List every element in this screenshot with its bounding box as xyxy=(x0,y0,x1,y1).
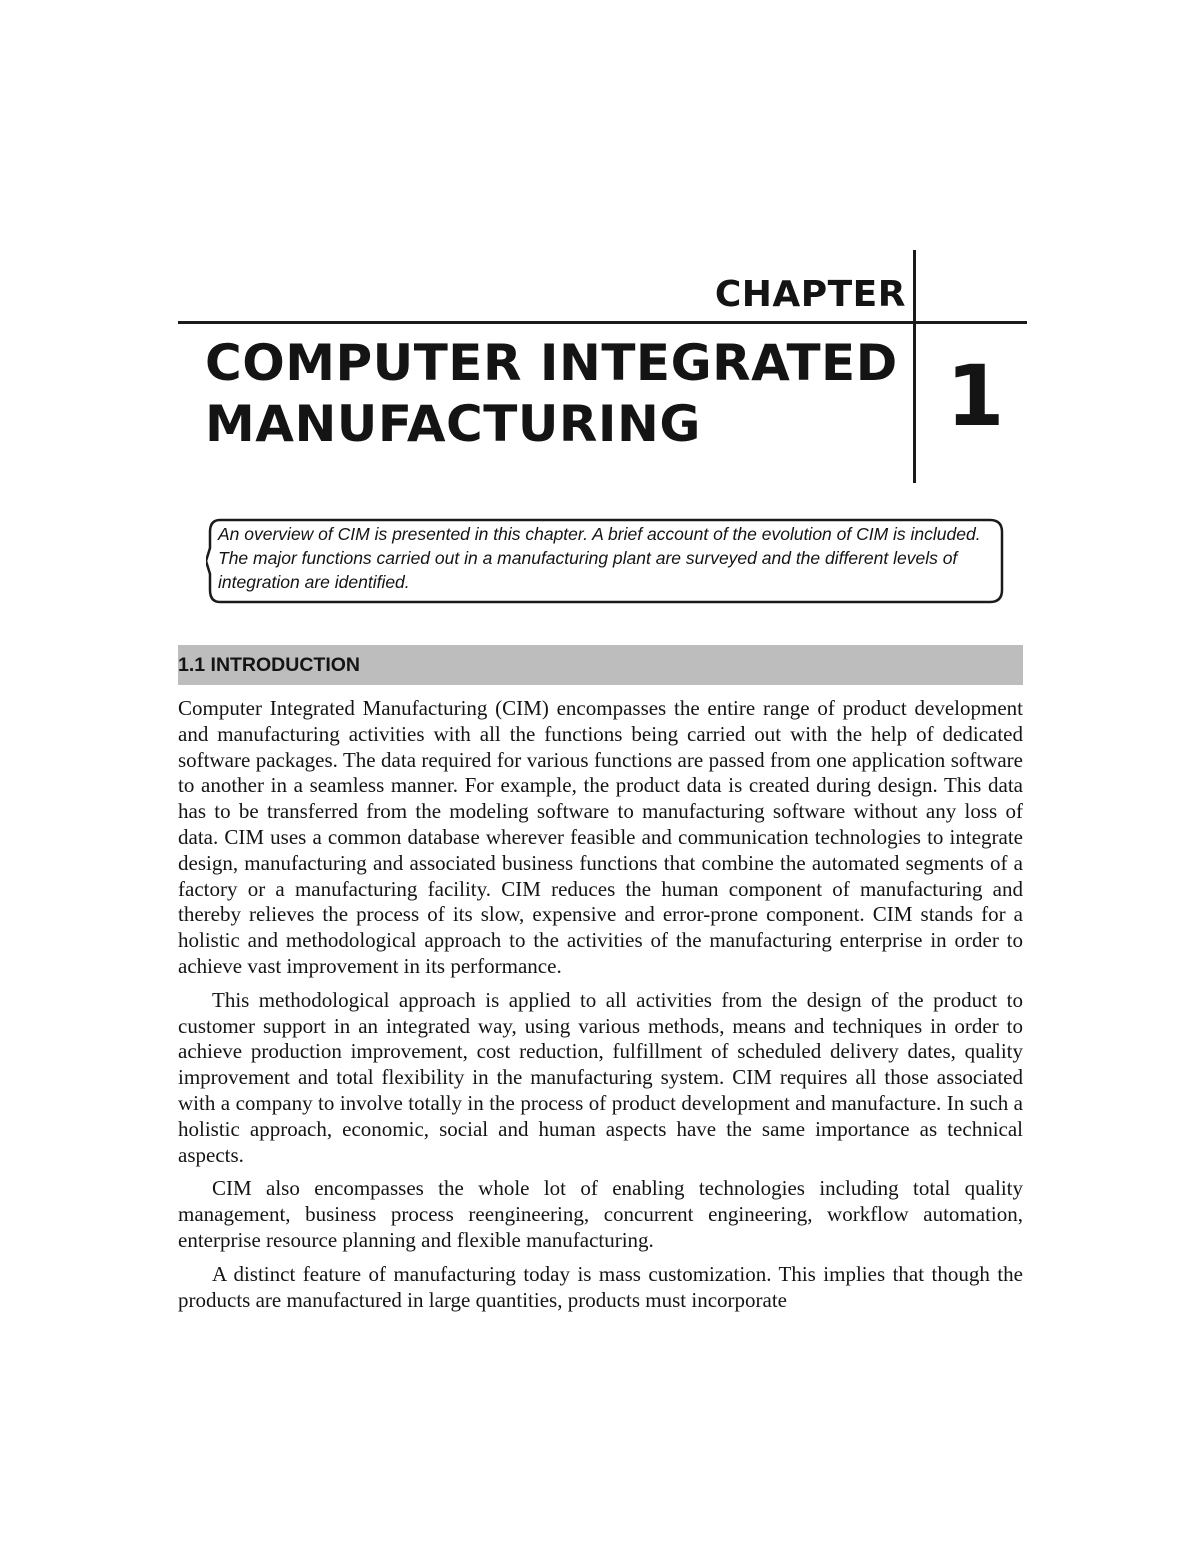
chapter-title-line-2: MANUFACTURING xyxy=(205,395,701,453)
abstract-text: An overview of CIM is presented in this chapter. A brief account of the evolution of CIM is included. The major functions carried out in a manufacturing plant are surveyed and the different levels of integration are identified. xyxy=(218,524,981,592)
paragraph-4: A distinct feature of manufacturing today is mass customization. This implies that though the products are manufactured in large quantities, products must incorporate xyxy=(178,1261,1023,1312)
chapter-horizontal-rule xyxy=(178,321,1027,324)
chapter-title xyxy=(205,333,905,455)
chapter-number: 1 xyxy=(946,347,1005,445)
paragraph-1: Computer Integrated Manufacturing (CIM) encompasses the entire range of product development and manufacturing activities with all the functions being carried out with the help of dedicated software packages. The data required for various functions are passed from one application software to another in a seamless manner. For example, the product data is created during design. This data has to be transferred from the modeling software to manufacturing software without any loss of data. CIM uses a common database wherever feasible and communication technologies to integrate design, manufacturing and associated business functions that combine the automated segments of a factory or a manufacturing facility. CIM reduces the human component of manufacturing and thereby relieves the process of its slow, expensive and error-prone component. CIM stands for a holistic and methodological approach to the activities of the manufacturing enterprise in order to achieve vast improvement in its performance. xyxy=(178,696,1023,978)
paragraph-3: CIM also encompasses the whole lot of enabling technologies including total quality management, business process reengineering, concurrent engineering, workflow automation, enterprise resource planning and flexible manufacturing. xyxy=(178,1176,1023,1252)
chapter-abstract-box xyxy=(206,518,1006,604)
section-heading: 1.1 INTRODUCTION xyxy=(178,654,361,676)
section-heading-bar xyxy=(178,645,1023,685)
chapter-label: CHAPTER xyxy=(714,274,906,315)
chapter-title-line-1: COMPUTER INTEGRATED xyxy=(205,334,898,392)
chapter-vertical-rule xyxy=(913,250,916,483)
body-text xyxy=(178,696,1023,1321)
paragraph-2: This methodological approach is applied to all activities from the design of the product to customer support in an integrated way, using various methods, means and techniques in order to achieve production improvement, cost reduction, fulfillment of scheduled delivery dates, quality improvement and total flexibility in the manufacturing system. CIM requires all those associated with a company to involve totally in the process of product development and manufacture. In such a holistic approach, economic, social and human aspects have the same importance as technical aspects. xyxy=(178,987,1023,1167)
